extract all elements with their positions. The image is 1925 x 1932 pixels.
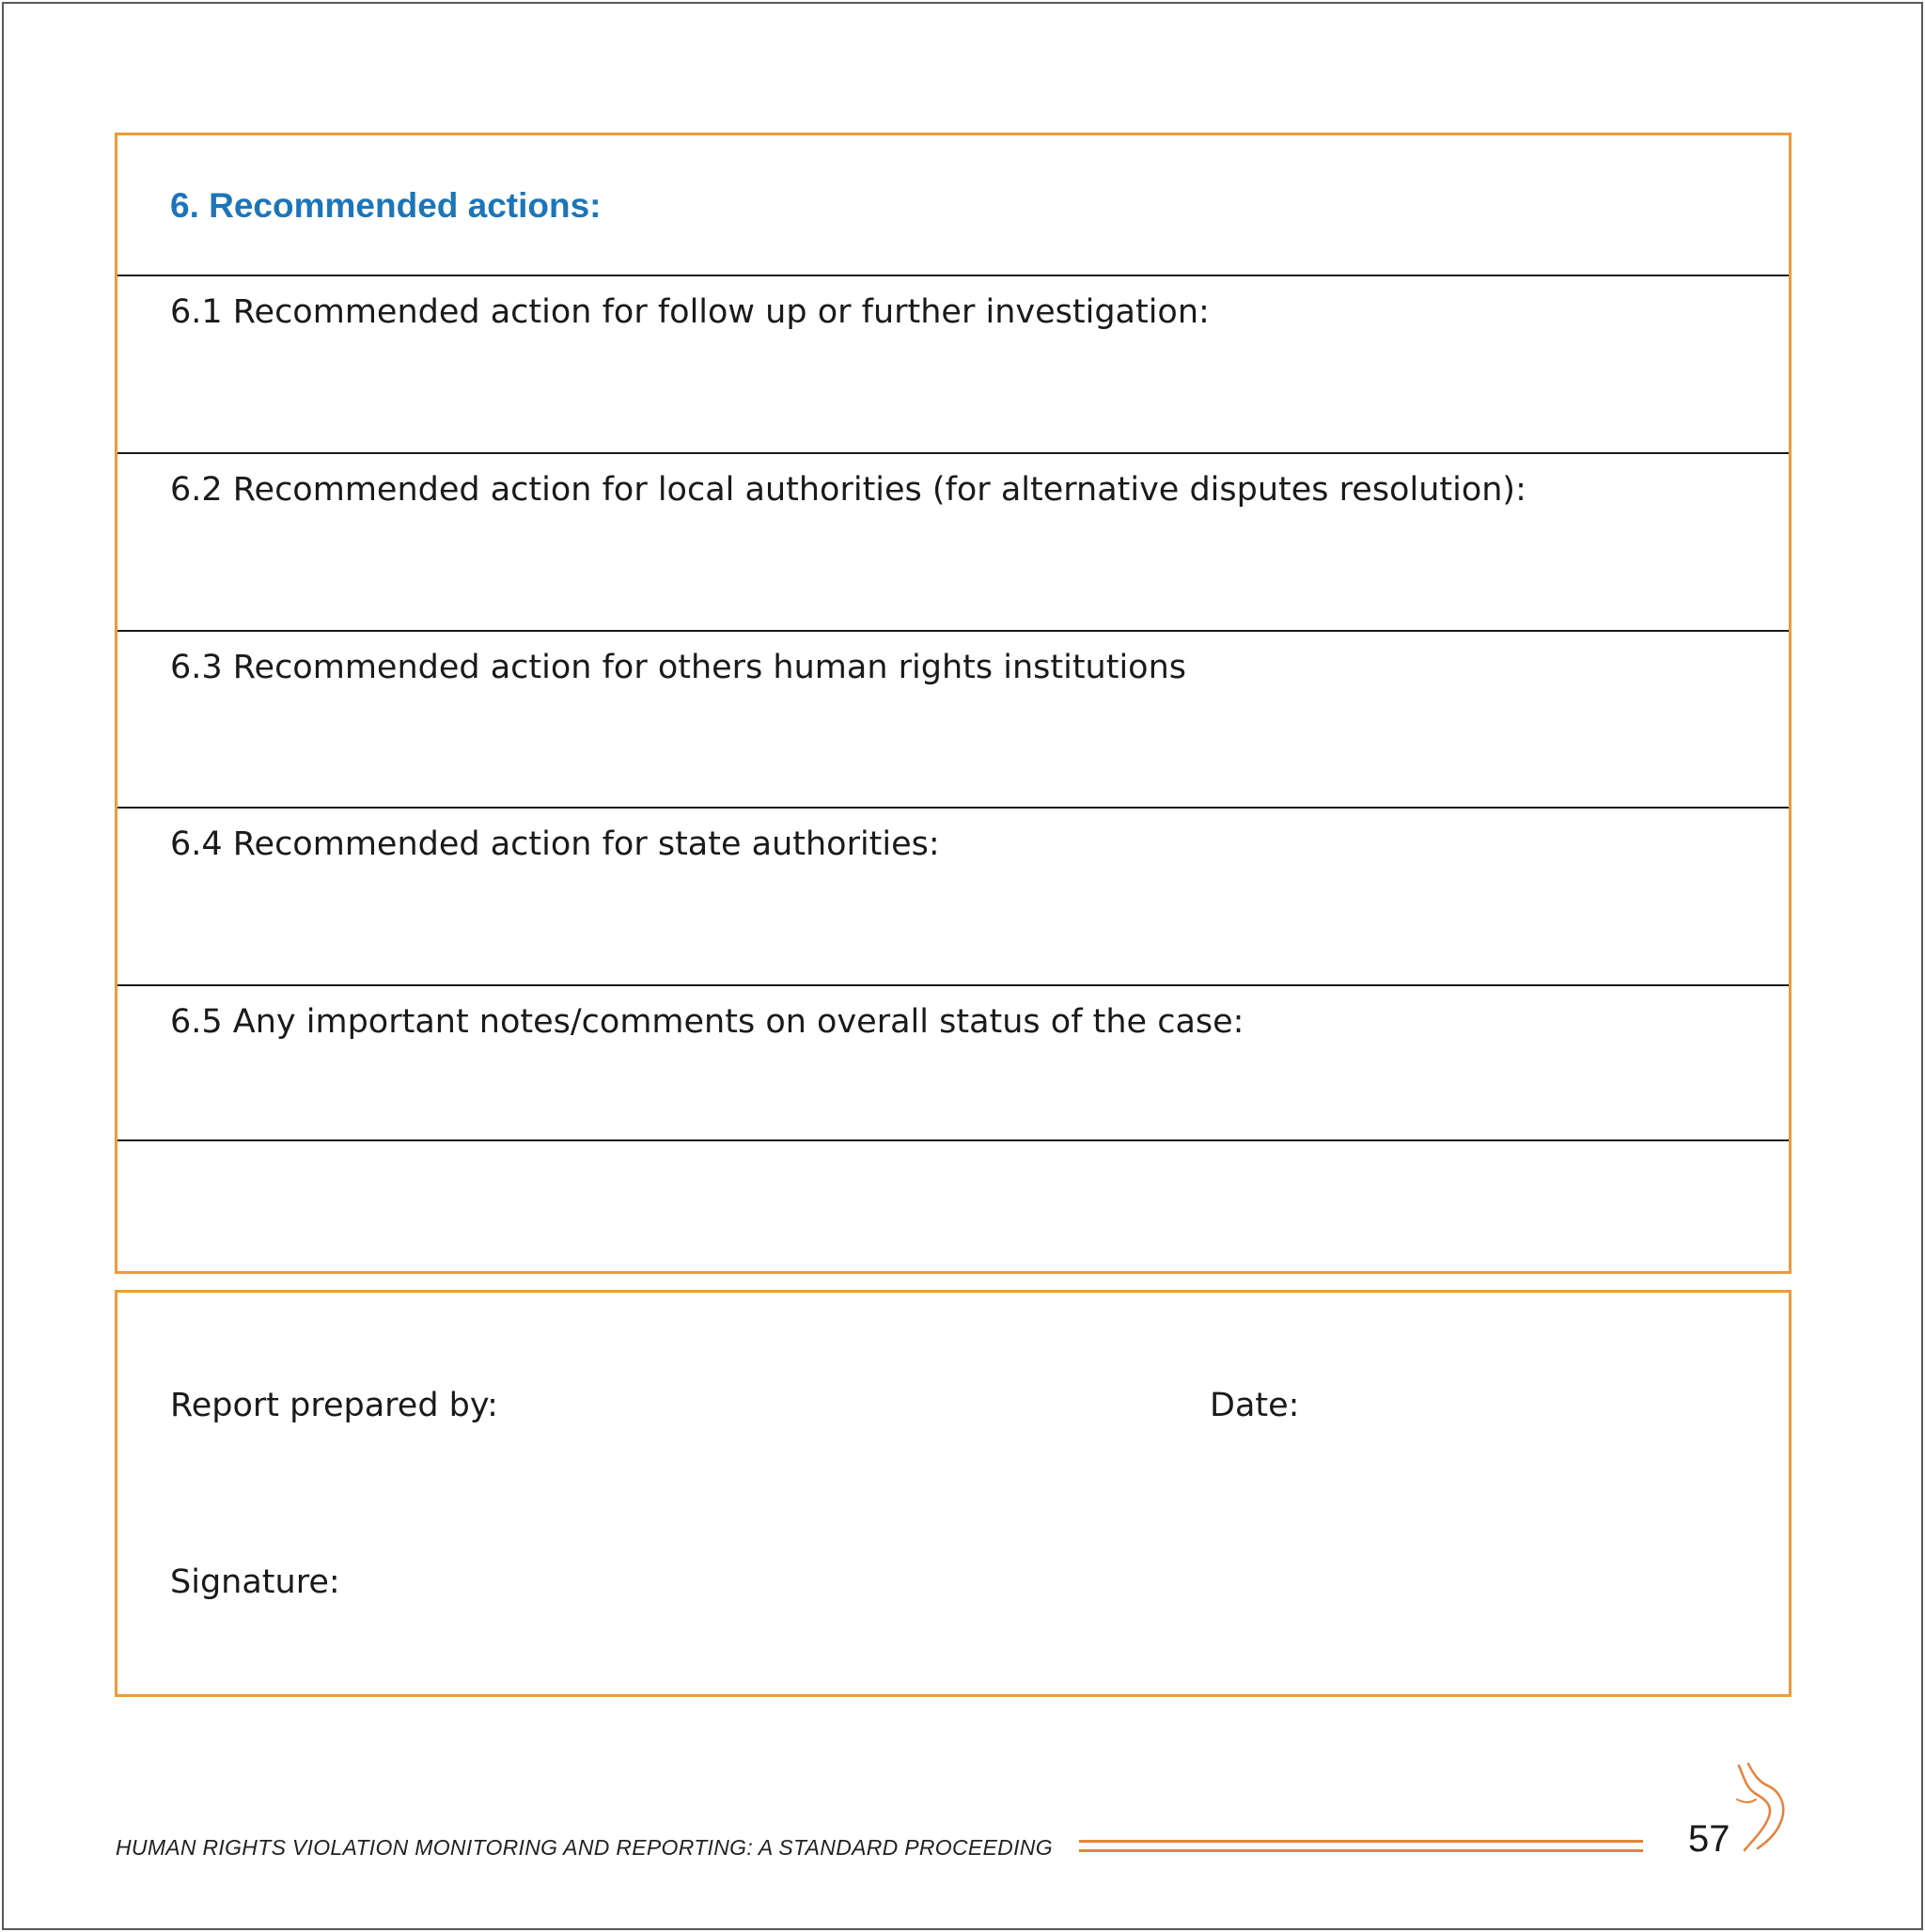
page-number: 57 xyxy=(1688,1818,1730,1860)
signoff-box xyxy=(115,1290,1792,1697)
row-divider xyxy=(117,630,1789,632)
row-divider xyxy=(117,275,1789,276)
row-label-6-2: 6.2 Recommended action for local authorities (for alternative disputes resolution): xyxy=(170,471,1526,509)
row-label-6-3: 6.3 Recommended action for others human rights institutions xyxy=(170,649,1187,686)
running-title: HUMAN RIGHTS VIOLATION MONITORING AND REPORTING: A STANDARD PROCEEDING xyxy=(116,1835,1053,1860)
row-divider xyxy=(117,1139,1789,1141)
prepared-by-label: Report prepared by: xyxy=(170,1387,498,1424)
row-divider xyxy=(117,807,1789,809)
figure-logo-icon xyxy=(1731,1762,1788,1856)
row-divider xyxy=(117,984,1789,986)
row-label-6-5: 6.5 Any important notes/comments on overall status of the case: xyxy=(170,1003,1244,1041)
footer-rule-bottom xyxy=(1079,1849,1643,1852)
row-divider xyxy=(117,452,1789,454)
footer-rule-top xyxy=(1079,1840,1643,1843)
row-label-6-1: 6.1 Recommended action for follow up or further investigation: xyxy=(170,293,1210,331)
section-title: 6. Recommended actions: xyxy=(170,186,602,225)
signature-label: Signature: xyxy=(170,1563,340,1601)
date-label: Date: xyxy=(1210,1387,1300,1424)
row-label-6-4: 6.4 Recommended action for state authorities: xyxy=(170,825,940,863)
recommended-actions-box xyxy=(115,133,1792,1274)
